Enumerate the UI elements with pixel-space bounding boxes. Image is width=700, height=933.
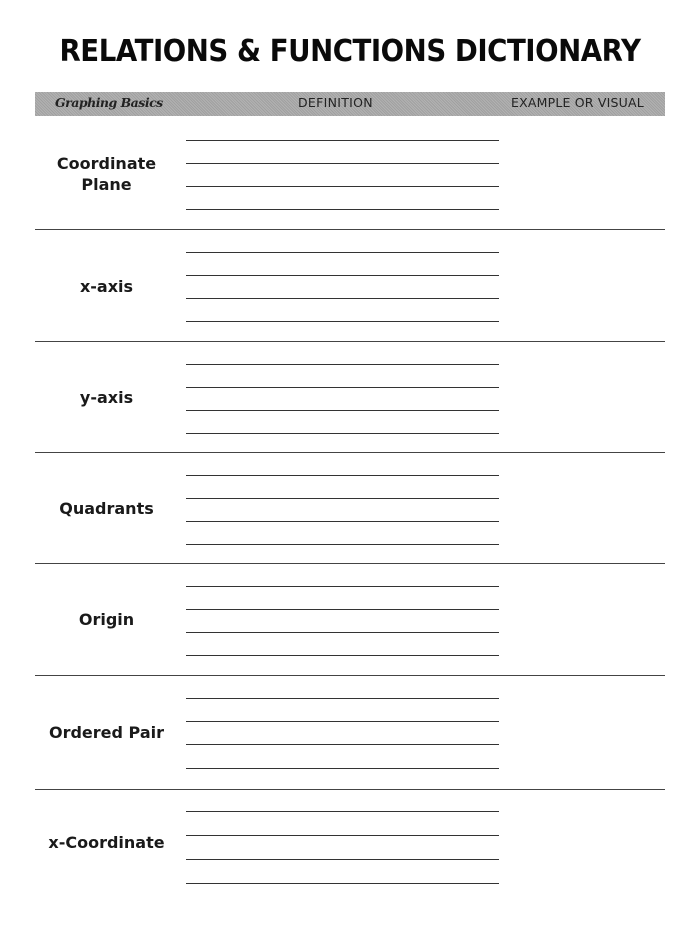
definition-write-line[interactable] bbox=[186, 410, 499, 411]
term-label: Ordered Pair bbox=[48, 723, 165, 742]
definition-write-line[interactable] bbox=[186, 475, 499, 476]
definition-write-line[interactable] bbox=[186, 364, 499, 365]
definition-write-line[interactable] bbox=[186, 811, 499, 812]
definition-write-line[interactable] bbox=[186, 698, 499, 699]
term-row-ordered-pair bbox=[35, 676, 665, 790]
definition-write-line[interactable] bbox=[186, 835, 499, 836]
page-title: RELATIONS & FUNCTIONS DICTIONARY bbox=[59, 34, 641, 69]
definition-write-line[interactable] bbox=[186, 252, 499, 253]
definition-write-line[interactable] bbox=[186, 209, 499, 210]
term-label: Coordinate Plane bbox=[56, 154, 157, 194]
term-label: x-axis bbox=[79, 277, 134, 296]
definition-write-line[interactable] bbox=[186, 744, 499, 745]
table-header bbox=[35, 92, 665, 116]
definition-write-line[interactable] bbox=[186, 140, 499, 141]
definition-write-line[interactable] bbox=[186, 544, 499, 545]
term-row-y-axis bbox=[35, 342, 665, 453]
term-label: y-axis bbox=[79, 388, 134, 407]
definition-write-line[interactable] bbox=[186, 275, 499, 276]
term-row-coordinate-plane bbox=[35, 118, 665, 230]
definition-write-line[interactable] bbox=[186, 163, 499, 164]
definition-write-line[interactable] bbox=[186, 321, 499, 322]
definition-write-line[interactable] bbox=[186, 859, 499, 860]
definition-write-line[interactable] bbox=[186, 768, 499, 769]
definition-write-line[interactable] bbox=[186, 721, 499, 722]
definition-header-label: DEFINITION bbox=[298, 95, 373, 110]
definition-write-line[interactable] bbox=[186, 298, 499, 299]
definition-write-line[interactable] bbox=[186, 521, 499, 522]
term-label: Origin bbox=[78, 610, 135, 629]
term-row-origin bbox=[35, 564, 665, 676]
term-row-x-coordinate bbox=[35, 790, 665, 900]
definition-write-line[interactable] bbox=[186, 387, 499, 388]
term-label: Quadrants bbox=[59, 499, 154, 518]
section-header-label: Graphing Basics bbox=[55, 95, 163, 110]
definition-write-line[interactable] bbox=[186, 655, 499, 656]
term-row-quadrants bbox=[35, 453, 665, 564]
example-header-label: EXAMPLE OR VISUAL bbox=[511, 95, 644, 110]
definition-write-line[interactable] bbox=[186, 186, 499, 187]
definition-write-line[interactable] bbox=[186, 609, 499, 610]
definition-write-line[interactable] bbox=[186, 632, 499, 633]
definition-write-line[interactable] bbox=[186, 433, 499, 434]
definition-write-line[interactable] bbox=[186, 586, 499, 587]
definition-write-line[interactable] bbox=[186, 498, 499, 499]
term-row-x-axis bbox=[35, 230, 665, 342]
term-label: x-Coordinate bbox=[48, 833, 165, 852]
definition-write-line[interactable] bbox=[186, 883, 499, 884]
